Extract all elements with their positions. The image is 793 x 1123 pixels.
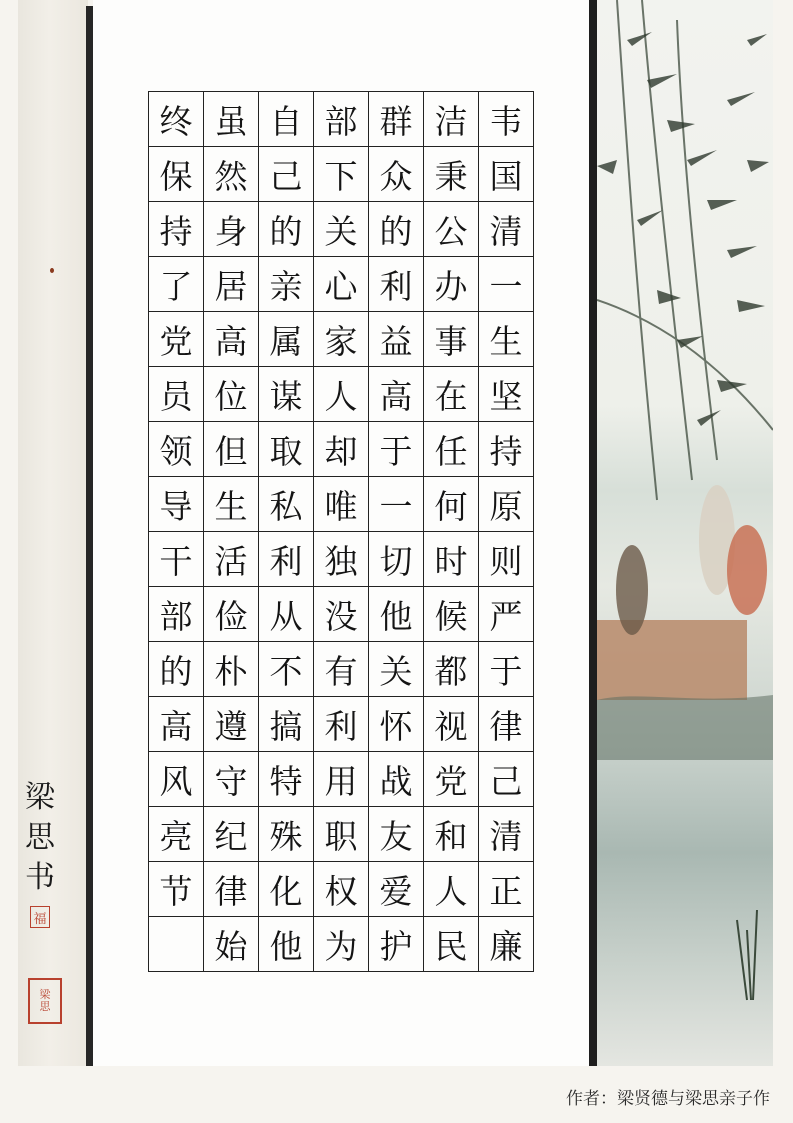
- grid-cell: 节: [149, 862, 204, 917]
- grid-cell: 利: [314, 697, 369, 752]
- grid-cell: 韦: [479, 92, 534, 147]
- grid-cell: 于: [479, 642, 534, 697]
- grid-cell: 部: [314, 92, 369, 147]
- grid-cell: 特: [259, 752, 314, 807]
- grid-cell: 守: [204, 752, 259, 807]
- signature-char: 思: [25, 820, 55, 855]
- grid-cell: 任: [424, 422, 479, 477]
- seal-char: 思: [39, 1000, 51, 1013]
- grid-cell: 心: [314, 257, 369, 312]
- grid-cell: 时: [424, 532, 479, 587]
- signature-char: 梁: [25, 780, 55, 815]
- grid-cell: 高: [149, 697, 204, 752]
- grid-cell: 身: [204, 202, 259, 257]
- grid-cell: 居: [204, 257, 259, 312]
- grid-cell: 事: [424, 312, 479, 367]
- grid-cell: 何: [424, 477, 479, 532]
- grid-cell: 持: [479, 422, 534, 477]
- grid-cell: 干: [149, 532, 204, 587]
- grid-cell: 属: [259, 312, 314, 367]
- grid-cell: 的: [259, 202, 314, 257]
- right-scroll-rod: [589, 0, 597, 1066]
- grid-cell: 则: [479, 532, 534, 587]
- left-scroll-rod: [86, 6, 93, 1066]
- grid-cell: 部: [149, 587, 204, 642]
- signature-char: 书: [25, 860, 55, 895]
- grid-cell: 家: [314, 312, 369, 367]
- grid-cell: 为: [314, 917, 369, 972]
- grid-cell: 用: [314, 752, 369, 807]
- grid-cell: 生: [204, 477, 259, 532]
- grid-cell: 他: [259, 917, 314, 972]
- grid-cell: 他: [369, 587, 424, 642]
- grid-cell: 国: [479, 147, 534, 202]
- grid-cell: 怀: [369, 697, 424, 752]
- grid-cell: 唯: [314, 477, 369, 532]
- grid-cell: 领: [149, 422, 204, 477]
- grid-cell: 权: [314, 862, 369, 917]
- grid-cell: 严: [479, 587, 534, 642]
- grid-cell: 不: [259, 642, 314, 697]
- grid-cell: 员: [149, 367, 204, 422]
- grid-cell: 秉: [424, 147, 479, 202]
- grid-cell: 位: [204, 367, 259, 422]
- grid-cell: 谋: [259, 367, 314, 422]
- grid-cell: 都: [424, 642, 479, 697]
- grid-cell: 亲: [259, 257, 314, 312]
- grid-cell: 关: [369, 642, 424, 697]
- grid-cell: 廉: [479, 917, 534, 972]
- grid-cell: 保: [149, 147, 204, 202]
- grid-cell: 办: [424, 257, 479, 312]
- grid-cell: 没: [314, 587, 369, 642]
- grid-cell: 从: [259, 587, 314, 642]
- grid-cell: 自: [259, 92, 314, 147]
- grid-cell: 在: [424, 367, 479, 422]
- grid-cell: 洁: [424, 92, 479, 147]
- grid-cell: 关: [314, 202, 369, 257]
- grid-cell: 独: [314, 532, 369, 587]
- grid-cell: 风: [149, 752, 204, 807]
- grid-cell: 取: [259, 422, 314, 477]
- grid-cell: 利: [369, 257, 424, 312]
- grid-cell: 遵: [204, 697, 259, 752]
- grid-cell: 一: [479, 257, 534, 312]
- grid-cell: 利: [259, 532, 314, 587]
- grid-cell: 正: [479, 862, 534, 917]
- grid-cell: 始: [204, 917, 259, 972]
- author-credit: 作者：梁贤德与梁思亲子作: [566, 1089, 770, 1109]
- grid-cell: 俭: [204, 587, 259, 642]
- grid-cell: 一: [369, 477, 424, 532]
- grid-cell: 但: [204, 422, 259, 477]
- grid-cell: 高: [204, 312, 259, 367]
- grid-cell: 原: [479, 477, 534, 532]
- grid-cell: 却: [314, 422, 369, 477]
- grid-cell: 有: [314, 642, 369, 697]
- grid-cell: 生: [479, 312, 534, 367]
- grid-cell: 护: [369, 917, 424, 972]
- grid-cell: 人: [424, 862, 479, 917]
- grid-cell: 于: [369, 422, 424, 477]
- grid-cell: 和: [424, 807, 479, 862]
- grid-cell: 下: [314, 147, 369, 202]
- grid-cell: 导: [149, 477, 204, 532]
- ink-speck: [50, 268, 54, 273]
- grid-cell: 群: [369, 92, 424, 147]
- seal-char: 梁: [39, 988, 51, 1001]
- grid-cell: 党: [424, 752, 479, 807]
- grid-cell: 职: [314, 807, 369, 862]
- grid-cell: 搞: [259, 697, 314, 752]
- name-seal-stamp: [28, 978, 62, 1024]
- grid-cell: 众: [369, 147, 424, 202]
- grid-cell: 然: [204, 147, 259, 202]
- grid-cell: 坚: [479, 367, 534, 422]
- grid-cell: 亮: [149, 807, 204, 862]
- grid-cell: 高: [369, 367, 424, 422]
- grid-cell: 律: [204, 862, 259, 917]
- grid-cell: 清: [479, 202, 534, 257]
- grid-cell: 爱: [369, 862, 424, 917]
- grid-cell: 候: [424, 587, 479, 642]
- painting-illustration: [597, 0, 773, 1066]
- grid-cell: 己: [259, 147, 314, 202]
- grid-cell: 公: [424, 202, 479, 257]
- grid-cell: 纪: [204, 807, 259, 862]
- signature: [24, 778, 56, 898]
- grid-cell: 化: [259, 862, 314, 917]
- grid-cell: 清: [479, 807, 534, 862]
- grid-cell: 视: [424, 697, 479, 752]
- grid-cell: 的: [149, 642, 204, 697]
- grid-cell: 的: [369, 202, 424, 257]
- grid-cell: 朴: [204, 642, 259, 697]
- small-seal-stamp: 福: [30, 906, 50, 928]
- grid-cell: 持: [149, 202, 204, 257]
- grid-cell: 友: [369, 807, 424, 862]
- grid-cell: 活: [204, 532, 259, 587]
- grid-cell: 党: [149, 312, 204, 367]
- left-scroll-margin: [18, 0, 88, 1066]
- grid-cell: 律: [479, 697, 534, 752]
- grid-cell: 益: [369, 312, 424, 367]
- grid-cell: 人: [314, 367, 369, 422]
- grid-cell: 终: [149, 92, 204, 147]
- grid-cell: 私: [259, 477, 314, 532]
- grid-cell: 殊: [259, 807, 314, 862]
- calligraphy-grid: [148, 91, 534, 972]
- grid-cell: 切: [369, 532, 424, 587]
- grid-cell: [149, 917, 204, 972]
- grid-cell: 民: [424, 917, 479, 972]
- grid-cell: 了: [149, 257, 204, 312]
- grid-cell: 己: [479, 752, 534, 807]
- grid-cell: 虽: [204, 92, 259, 147]
- landscape-painting: [597, 0, 773, 1066]
- grid-cell: 战: [369, 752, 424, 807]
